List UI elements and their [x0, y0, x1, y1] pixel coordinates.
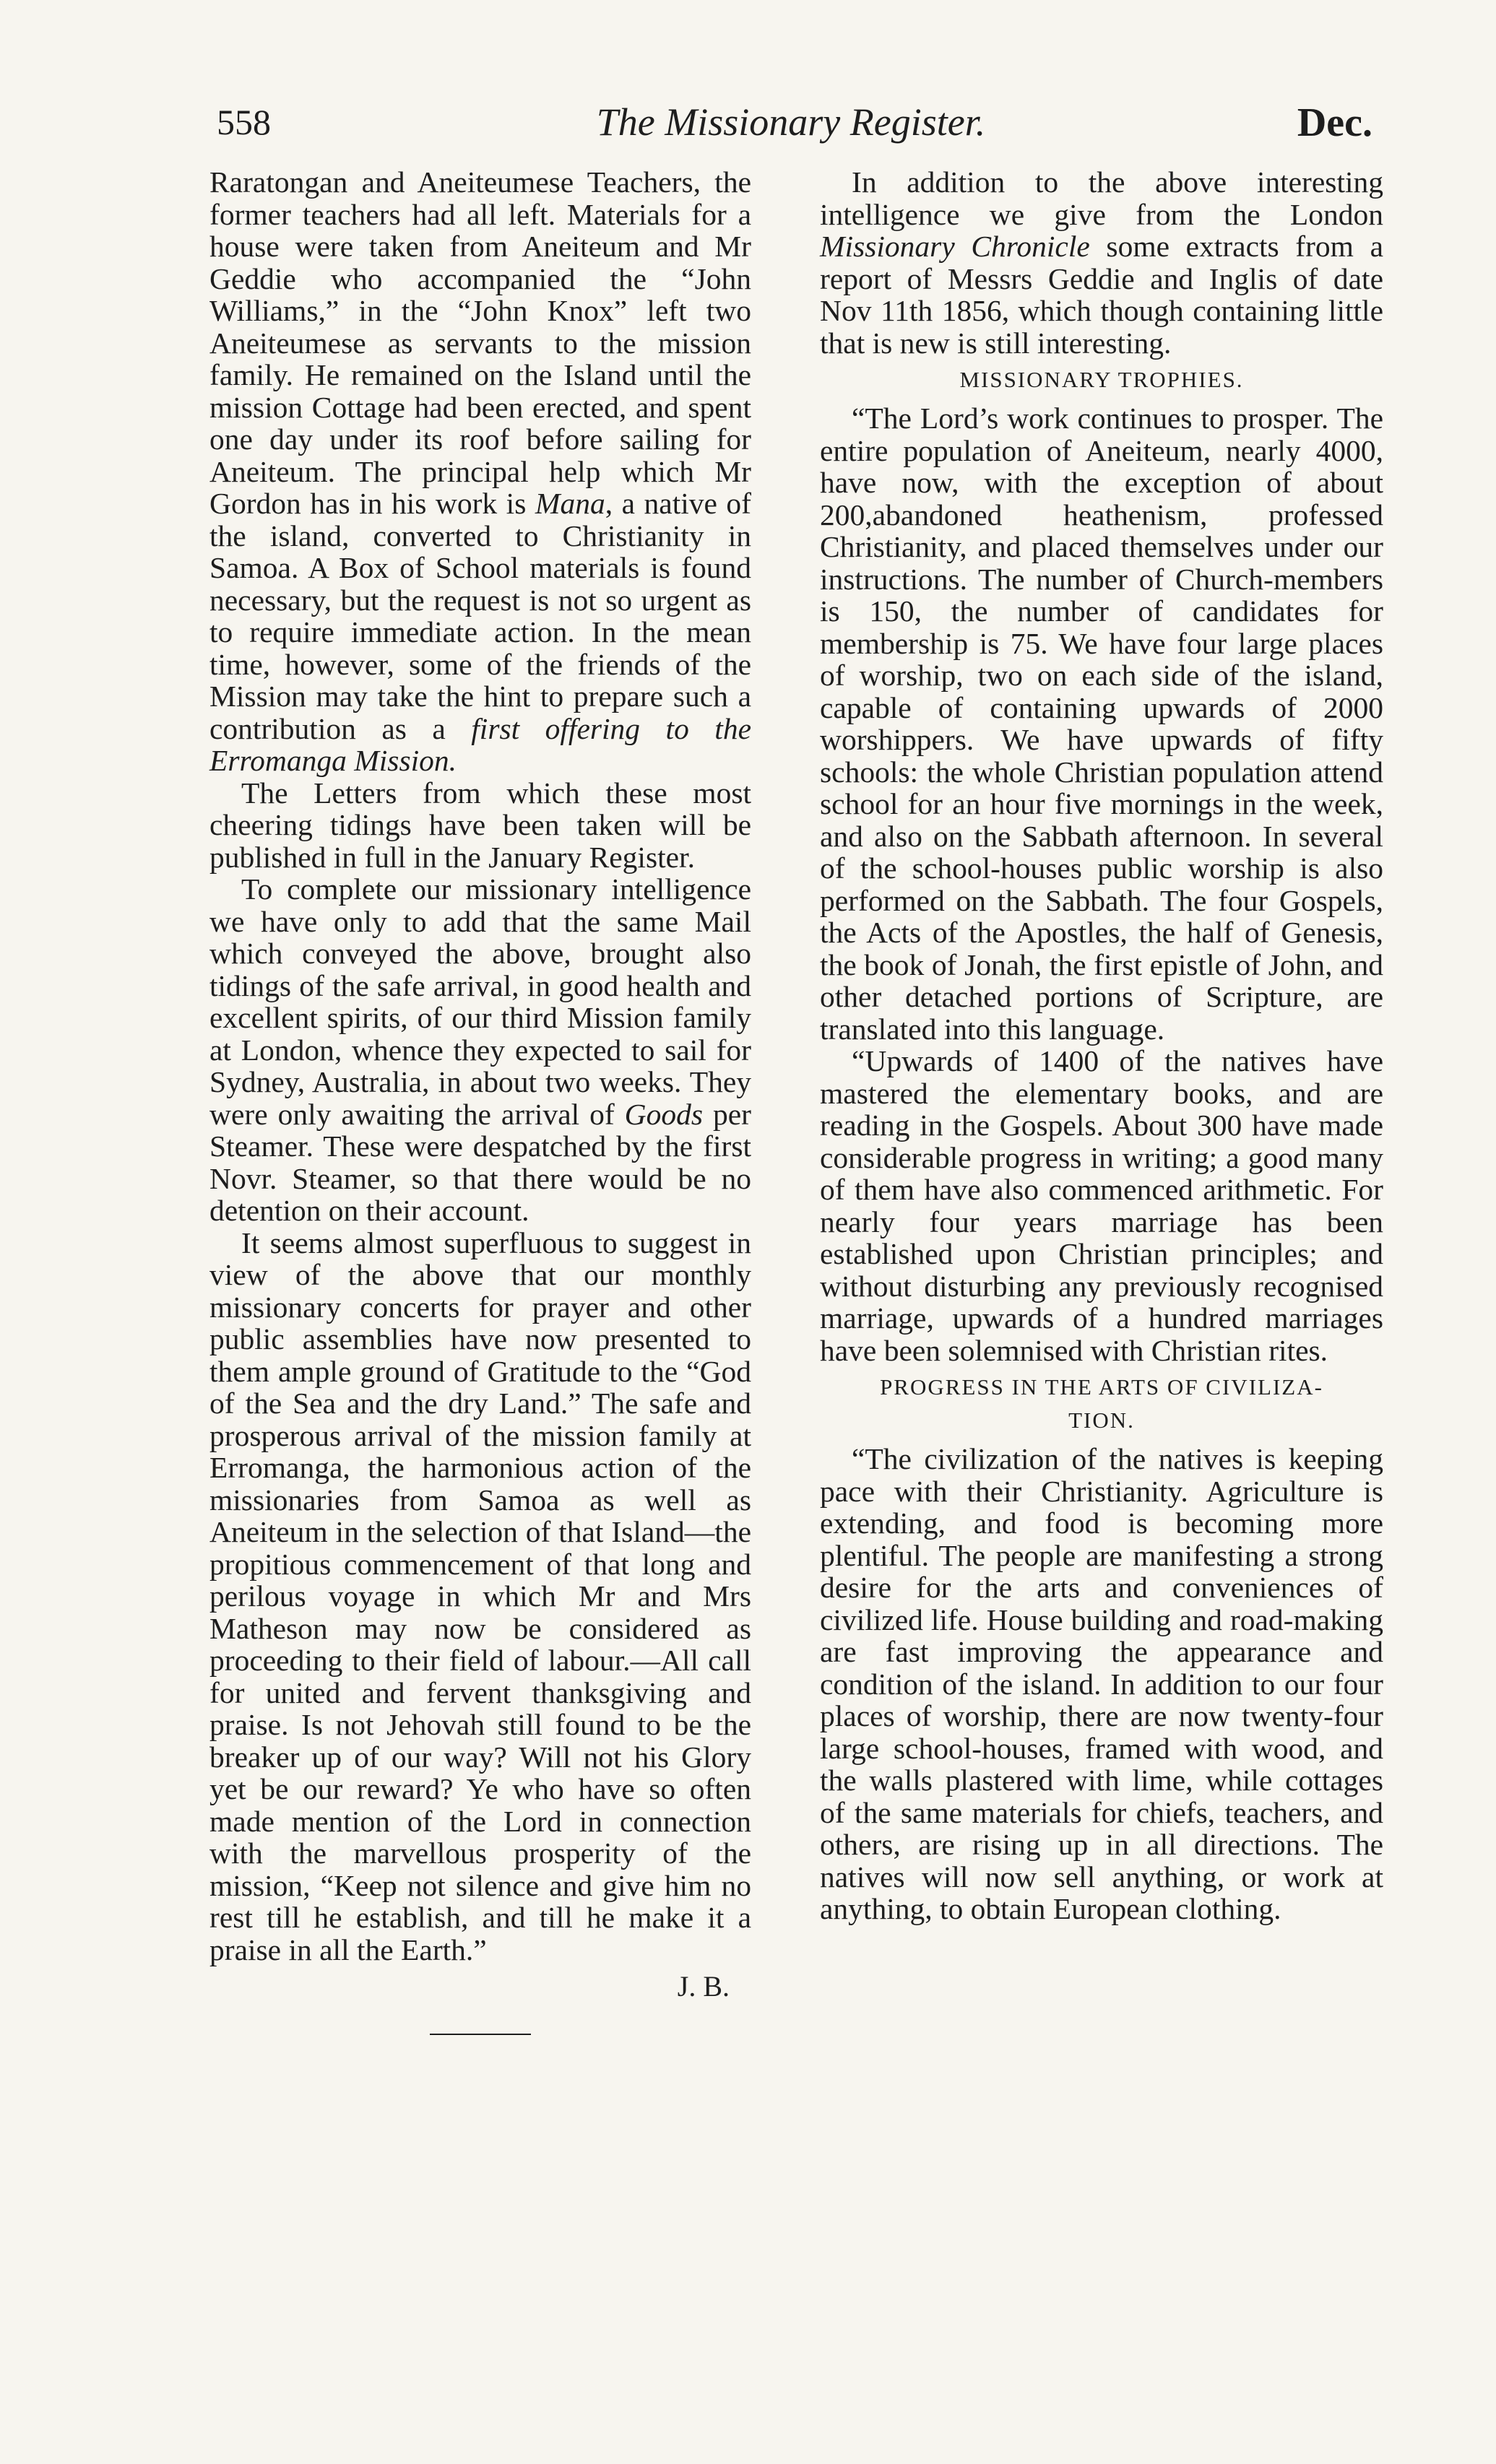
- left-column: [209, 166, 751, 2035]
- paragraph-text: , a native of the island, converted to Christianity in Samoa. A Box of School materials is found necessary, but the request is not so urgent as to require immediate action. In the mean time, however, some of the friends of the Mission may take the hint to prepare such a contribution as a: [209, 487, 752, 745]
- month-label: Dec.: [1297, 100, 1372, 145]
- paragraph-text: To complete our missionary intelligence we have only to add that the same Mail which conveyed the above, brought also tidings of the safe arrival, in good health and excellent spirits, of our third Mission family at London, whence they expected to sail for Sydney, Australia, in about two weeks. They were only awaiting the arrival of: [209, 872, 751, 1131]
- paragraph-text: some extracts from a report of Messrs Geddie and Inglis of date Nov 11th 1856, which though containing little that is new is still interesting.: [820, 230, 1383, 360]
- section-heading-line: PROGRESS IN THE ARTS OF CIVILIZA-: [880, 1374, 1323, 1400]
- section-heading-line: TION.: [1068, 1407, 1135, 1433]
- signature: J. B.: [677, 1970, 730, 2003]
- page-number: 558: [217, 102, 271, 142]
- paragraph-text: per Steamer. These were despatched by the first Novr. Steamer, so that there would be no detention on their account.: [209, 1097, 751, 1227]
- italic-text: Missionary Chronicle: [820, 230, 1090, 263]
- paragraph: The Letters from which these most cheering tidings have been taken will be published in full in the January Register.: [209, 776, 751, 874]
- italic-text: Goods: [624, 1097, 704, 1131]
- section-heading: MISSIONARY TROPHIES.: [959, 367, 1244, 392]
- paragraph: [209, 166, 751, 777]
- paragraph: [209, 873, 751, 1227]
- section-heading: [820, 1371, 1383, 1437]
- paragraph: It seems almost superfluous to suggest in view of the above that our monthly missionary concerts for prayer and other public assemblies have now presented to them ample ground of Gratitude to the “God of the Sea and the dry Land.” The safe and prosperous arrival of the mission family at Erromanga, the harmonious action of the missionaries from Samoa as well as Aneiteum in the selection of that Island—the propitious commencement of that long and perilous voyage in which Mr and Mrs Matheson may now be considered as proceeding to their field of labour.—All call for united and fervent thanksgiving and praise. Is not Jehovah still found to be the breaker up of our way? Will not his Glory yet be our reward? Ye who have so often made mention of the Lord in connection with the marvellous prosperity of the mission, “Keep not silence and give him no rest till he establish, and till he make it a praise in all the Earth.”: [209, 1226, 751, 1966]
- italic-text: first offering to the Erromanga Mission.: [209, 711, 751, 777]
- paragraph-text: In addition to the above interesting intelligence we give from the London: [820, 165, 1383, 231]
- paragraph: [820, 166, 1383, 359]
- italic-text: Mana: [535, 487, 605, 520]
- paragraph-text: Raratongan and Aneiteumese Teachers, the former teachers had all left. Materials for a house were taken from Aneiteum and Mr Geddie who accompanied the “John Williams,” in the “John Knox” left two Aneiteumese as servants to the mission family. He remained on the Island until the mission Cottage had been erected, and spent one day under its roof before sailing for Aneiteum. The principal help which Mr Gordon has in his work is: [209, 165, 751, 520]
- paragraph: “Upwards of 1400 of the natives have mastered the elementary books, and are reading in the Gospels. About 300 have made considerable progress in writing; a good many of them have also commenced arithmetic. For nearly four years marriage has been established upon Christian principles; and without disturbing any previously recognised marriage, upwards of a hundred marriages have been solemnised with Christian rites.: [820, 1044, 1383, 1367]
- page-header: [209, 94, 1372, 166]
- divider-rule: [430, 2034, 531, 2035]
- paragraph: “The Lord’s work continues to prosper. The entire population of Aneiteum, nearly 4000, have now, with the exception of about 200,abandoned heathenism, professed Christianity, and placed themselves under our instructions. The number of Church-members is 150, the number of candidates for membership is 75. We have four large places of worship, two on each side of the island, capable of containing upwards of 2000 worshippers. We have upwards of fifty schools: the whole Christian population attend school for an hour five mornings in the week, and also on the Sabbath afternoon. In several of the school-houses public worship is also performed on the Sabbath. The four Gospels, the Acts of the Apostles, the half of Genesis, the book of Jonah, the first epistle of John, and other detached portions of Scripture, are translated into this language.: [820, 402, 1383, 1046]
- right-column: [820, 166, 1383, 1925]
- paragraph: “The civilization of the natives is keeping pace with their Christianity. Agriculture is extending, and food is becoming more plentiful. The people are manifesting a strong desire for the arts and conveniences of civilized life. House building and road-making are fast improving the appearance and condition of the island. In addition to our four places of worship, there are now twenty-four large school-houses, framed with wood, and the walls plastered with lime, while cottages of the same materials for chiefs, teachers, and others, are rising up in all directions. The natives will now sell anything, or work at anything, to obtain European clothing.: [820, 1442, 1383, 1925]
- running-title: The Missionary Register.: [596, 100, 986, 144]
